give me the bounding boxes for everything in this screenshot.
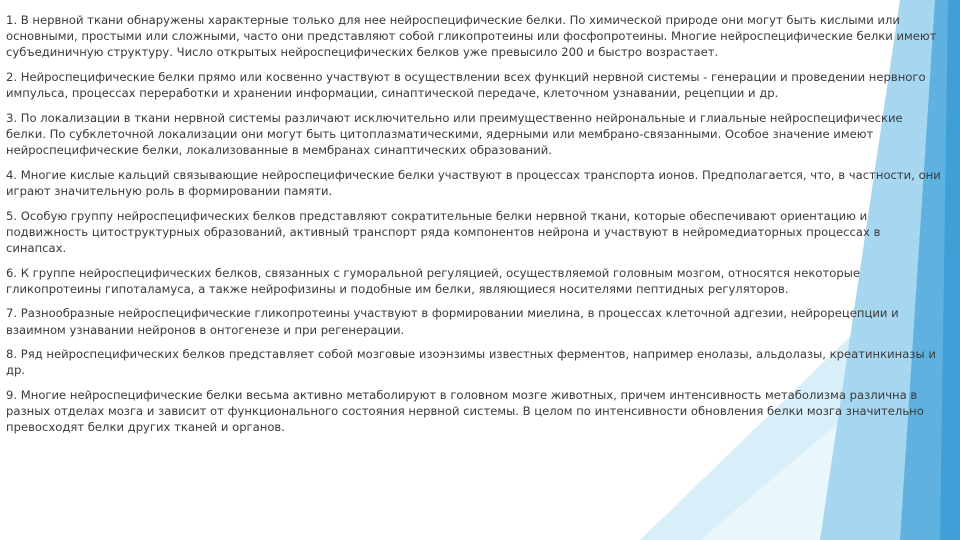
paragraph-4: 4. Многие кислые кальций связывающие нейроспецифические белки участвуют в процессах транспорта ионов. Предполагается, что, в частности, они играют значительную роль в формировании памяти. [6,167,941,198]
paragraph-8: 8. Ряд нейроспецифических белков представляет собой мозговые изоэнзимы известных ферментов, например енолазы, альдолазы, креатинкиназы и др. [6,347,936,378]
paragraph-6: 6. К группе нейроспецифических белков, связанных с гуморальной регуляцией, осуществляемой головным мозгом, относятся некоторые гликопротеины гипоталамуса, а также нейрофизины и подобные им белки, являющиеся носителями пептидных регуляторов. [6,265,860,296]
paragraph-2: 2. Нейроспецифические белки прямо или косвенно участвуют в осуществлении всех функций нервной системы - генерации и проведении нервного импульса, процессах переработки и хранении информации, синаптической передаче, клеточном узнавании, рецепции и др. [6,70,926,101]
paragraph-1: 1. В нервной ткани обнаружены характерные только для нее нейроспецифические белки. По химической природе они могут быть кислыми или основными, простыми или сложными, часто они представляют собой гликопротеины или фосфопротеины. Многие нейроспецифические белки имеют субъединичную структуру. Число открытых нейроспецифических белков уже превысило 200 и быстро возрастает. [6,13,937,60]
paragraph-5: 5. Особую группу нейроспецифических белков представляют сократительные белки нервной ткани, которые обеспечивают ориентацию и подвижность цитоструктурных образований, активный транспорт ряда компонентов нейрона и участвуют в нейромедиаторных процессах в синапсах. [6,208,881,255]
paragraph-7: 7. Разнообразные нейроспецифические гликопротеины участвуют в формировании миелина, в процессах клеточной адгезии, нейрорецепции и взаимном узнавании нейронов в онтогенезе и при регенерации. [6,306,899,337]
paragraph-9: 9. Многие нейроспецифические белки весьма активно метаболируют в головном мозге животных, причем интенсивность метаболизма различна в разных отделах мозга и зависит от функционального состояния нервной системы. В целом по интенсивности обновления белки мозга значительно превосходят белки других тканей и органов. [6,387,924,435]
document-body [6,12,941,444]
paragraph-3: 3. По локализации в ткани нервной системы различают исключительно или преимущественно нейрональные и глиальные нейроспецифические белки. По субклеточной локализации они могут быть цитоплазматическими, ядерными или мембрано-связанными. Особое значение имеют нейроспецифические белки, локализованные в мембранах синаптических образований. [6,110,903,158]
